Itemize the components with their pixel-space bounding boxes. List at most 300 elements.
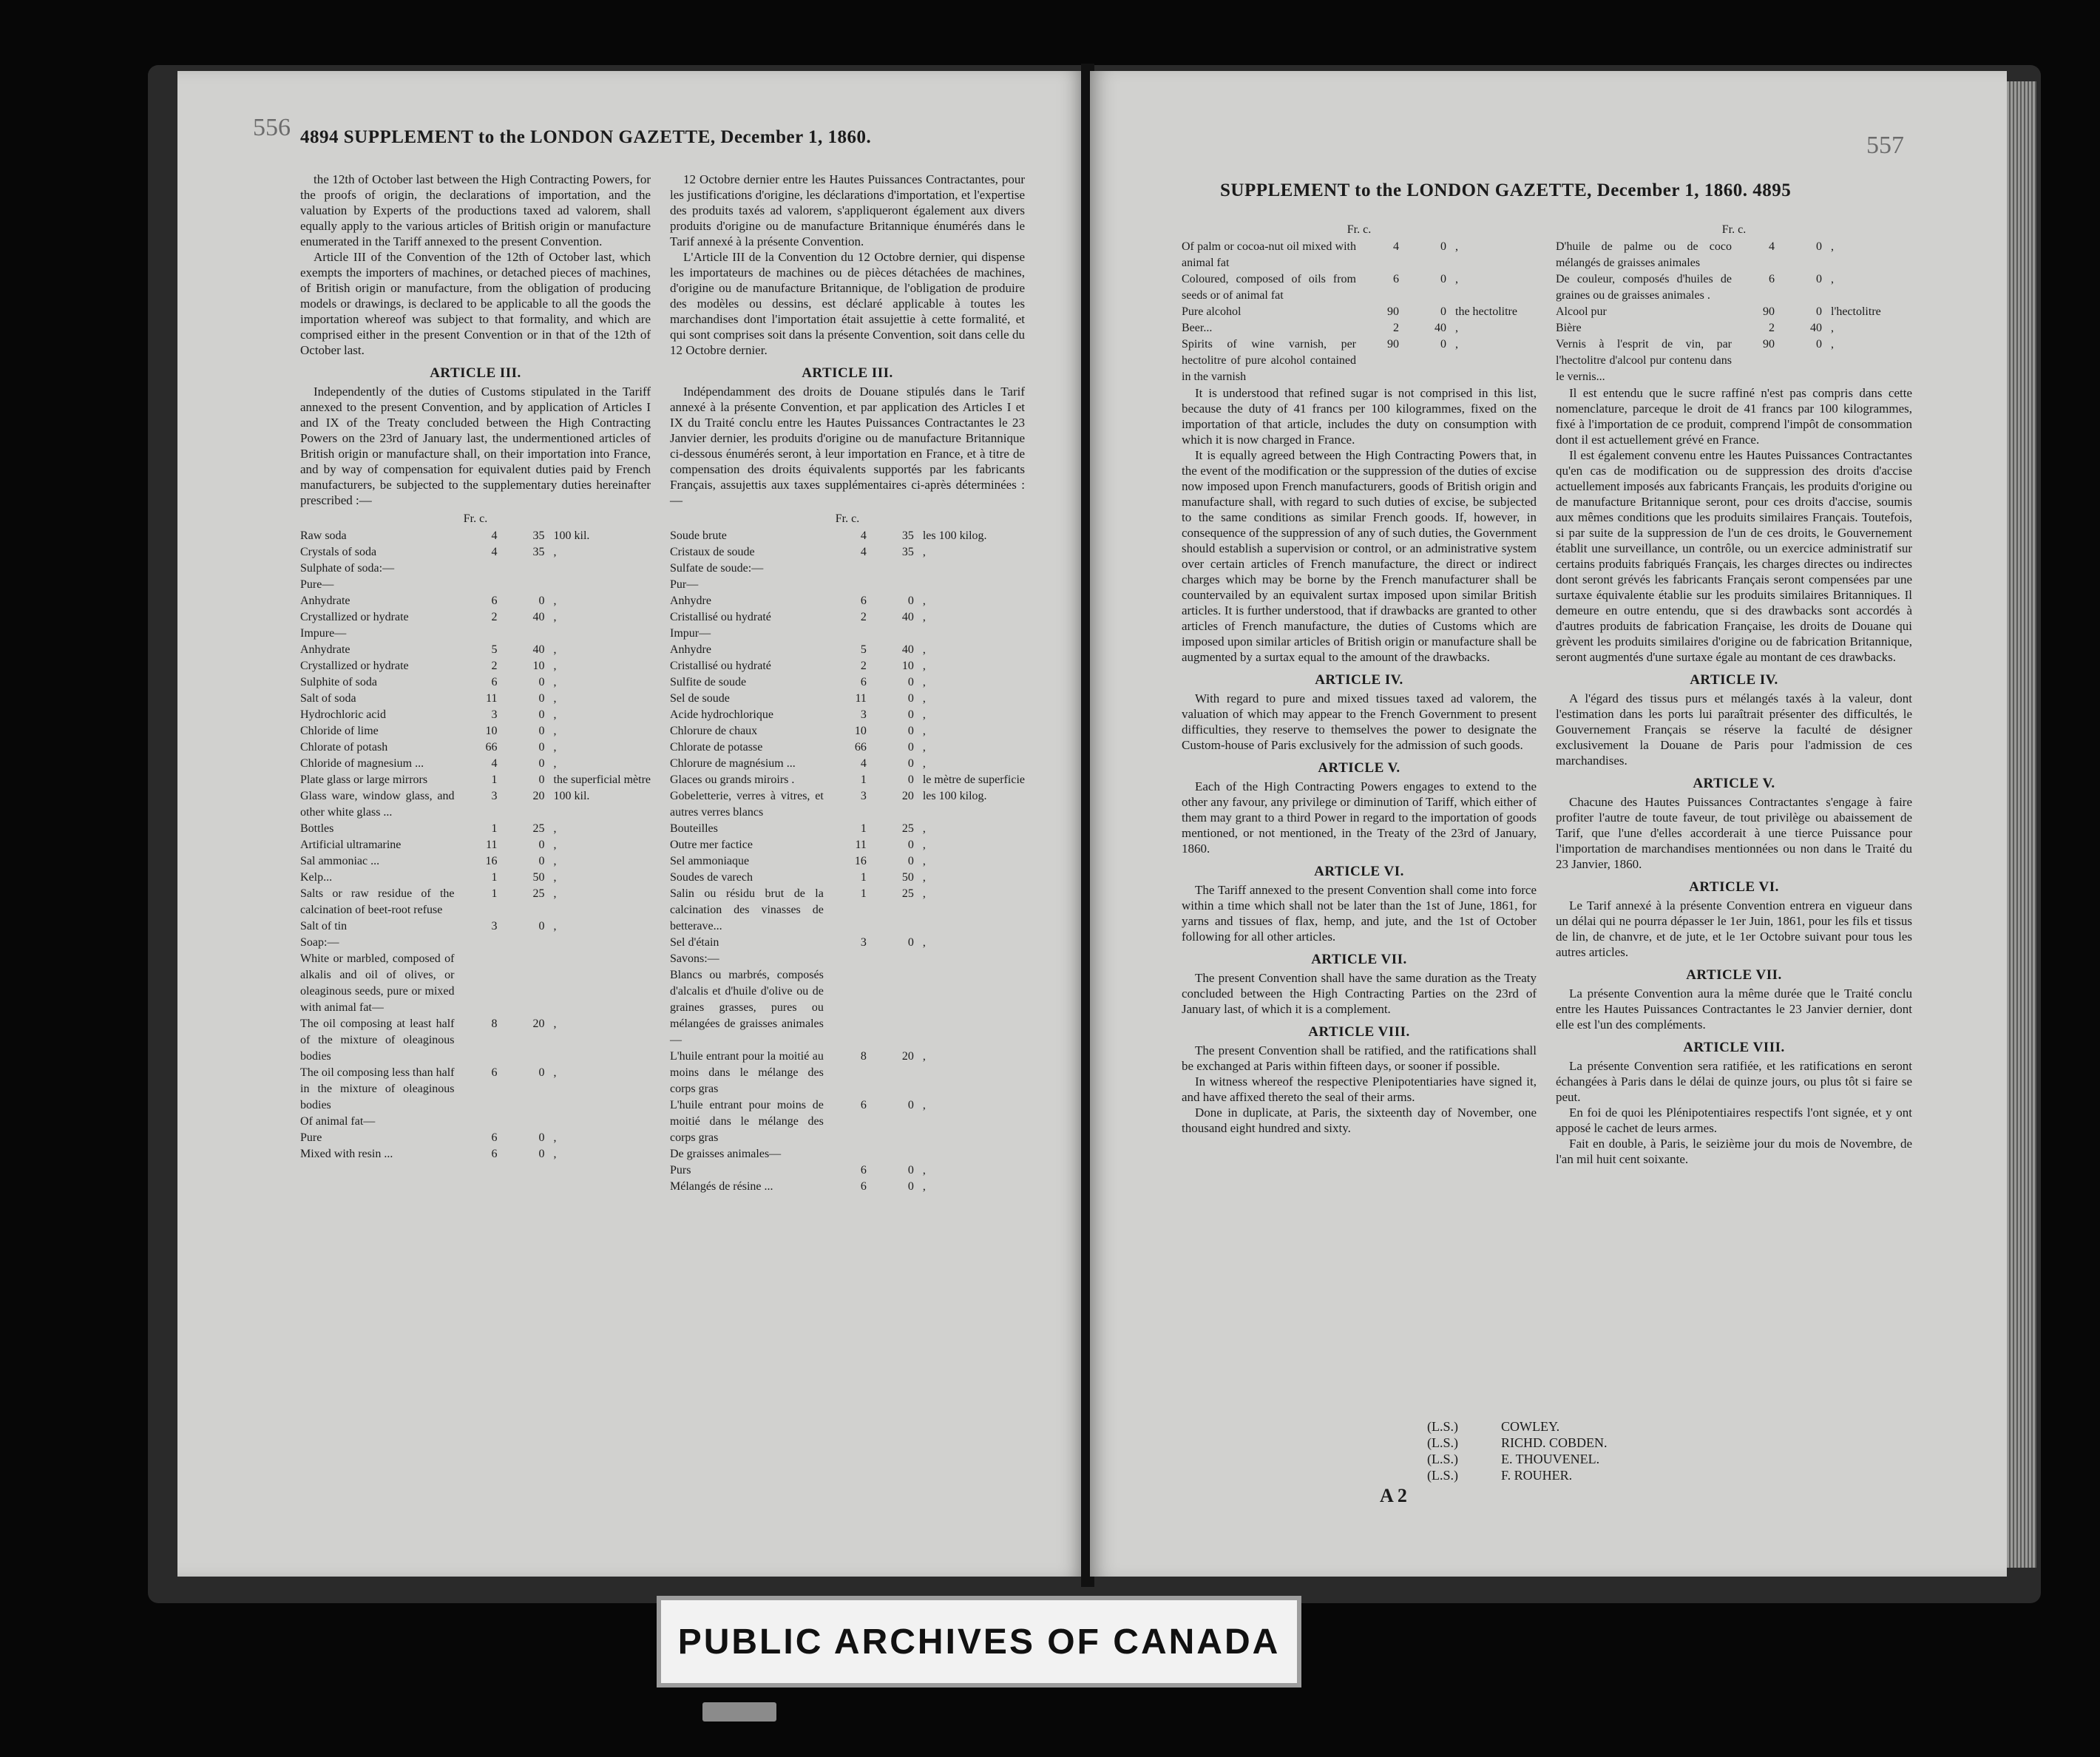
tariff-row — [670, 609, 1025, 626]
tariff-row — [670, 1049, 1025, 1097]
tariff-unit — [918, 626, 1025, 642]
tariff-francs: 5 — [491, 643, 498, 656]
tariff-unit: les 100 kilog. — [922, 790, 987, 802]
tariff-francs: 3 — [860, 708, 867, 721]
tariff-item: De couleur, composés d'huiles de graines ou de graisses animales . — [1556, 273, 1732, 302]
tariff-item: Anhydrate — [300, 643, 350, 656]
tariff-item: Chlorure de magnésium ... — [670, 757, 796, 770]
signatory — [1427, 1451, 1608, 1467]
tariff-unit: , — [553, 1148, 557, 1160]
tariff-francs — [455, 935, 502, 951]
tariff-francs — [455, 951, 502, 1016]
tariff-unit: , — [922, 676, 926, 688]
tariff-row — [300, 658, 651, 674]
tariff-item: Sel de soude — [670, 692, 730, 705]
tariff-unit: le mètre de superficie — [922, 773, 1025, 786]
tariff-item: Chlorate de potasse — [670, 741, 763, 754]
tariff-unit: , — [553, 725, 557, 737]
tariff-francs: 11 — [855, 692, 867, 705]
tariff-centimes: 0 — [538, 692, 545, 705]
article-heading: ARTICLE IV. — [1315, 672, 1403, 688]
tariff-centimes: 35 — [901, 529, 914, 542]
tariff-item: Blancs ou marbrés, composés d'alcalis et d'huile d'olive ou de graines grasses, pures ou mélangées de graisses animales— — [670, 969, 824, 1046]
tariff-centimes: 0 — [538, 725, 545, 737]
tariff-centimes: 40 — [1810, 322, 1822, 334]
tariff-unit: , — [553, 611, 557, 623]
tariff-item: Salts or raw residue of the calcination of beet-root refuse — [300, 887, 455, 916]
tariff-francs — [455, 626, 502, 642]
tariff-centimes: 0 — [907, 676, 914, 688]
tariff-item: Hydrochloric acid — [300, 708, 386, 721]
tariff-unit — [549, 951, 651, 1016]
tariff-centimes: 20 — [532, 1018, 545, 1030]
tariff-francs: 10 — [854, 725, 867, 737]
tariff-row — [1182, 239, 1537, 271]
tariff-centimes: 40 — [1435, 322, 1446, 334]
tariff-francs: 8 — [860, 1050, 867, 1063]
tariff-centimes: 0 — [538, 773, 545, 786]
tariff-centimes: 0 — [538, 1148, 545, 1160]
tariff-item: Bouteilles — [670, 822, 718, 835]
paragraph: Fait en double, à Paris, le seizième jour du mois de Novembre, de l'an mil huit cent soixante. — [1556, 1137, 1912, 1166]
tariff-row — [670, 577, 1025, 593]
tariff-item: Mélangés de résine ... — [670, 1180, 773, 1193]
signatory — [1427, 1435, 1608, 1451]
tariff-francs: 1 — [491, 871, 498, 884]
english-paragraphs — [1182, 385, 1537, 665]
tariff-centimes: 0 — [1440, 240, 1446, 253]
tariff-row — [300, 935, 651, 951]
tariff-unit — [918, 561, 1025, 577]
tariff-item: Soudes de varech — [670, 871, 753, 884]
tariff-unit: , — [1455, 240, 1458, 253]
tariff-row — [670, 951, 1025, 967]
tariff-item: Anhydrate — [300, 595, 350, 607]
tariff-unit: , — [553, 692, 557, 705]
tariff-francs: 6 — [491, 1148, 498, 1160]
tariff-francs: 3 — [860, 936, 867, 949]
tariff-unit: , — [1455, 273, 1458, 285]
tariff-centimes: 35 — [532, 546, 545, 558]
tariff-unit: , — [922, 1180, 926, 1193]
tariff-unit — [549, 561, 651, 577]
tariff-francs: 11 — [486, 692, 498, 705]
tariff-centimes: 50 — [901, 871, 914, 884]
tariff-unit: , — [922, 871, 926, 884]
tariff-francs: 6 — [491, 676, 498, 688]
tariff-item: Chloride of magnesium ... — [300, 757, 424, 770]
tariff-row — [670, 739, 1025, 756]
signatory-name: F. ROUHER. — [1501, 1468, 1573, 1483]
tariff-table-en — [1182, 239, 1537, 385]
english-articles — [1182, 672, 1537, 1074]
tariff-row — [670, 756, 1025, 772]
currency-header: Fr. c. — [1347, 223, 1372, 236]
paragraph: the 12th of October last between the High Contracting Powers, for the proofs of origin, the declarations of importation, and the valuation by Experts of the productions taxed ad valorem, shall equally apply to the various articles of British origin or manufacture enumerated in the Tariff annexed to the present Convention. — [300, 172, 651, 248]
tariff-unit: 100 kil. — [553, 790, 590, 802]
tariff-francs: 11 — [486, 839, 498, 851]
tariff-row — [300, 870, 651, 886]
tariff-row — [300, 821, 651, 837]
tariff-centimes: 25 — [901, 822, 914, 835]
tariff-row — [1556, 304, 1912, 320]
tariff-centimes: 0 — [538, 708, 545, 721]
tariff-francs: 4 — [860, 757, 867, 770]
article-heading: ARTICLE VI. — [1689, 879, 1779, 895]
archive-label: PUBLIC ARCHIVES OF CANADA — [657, 1596, 1301, 1687]
tariff-francs: 2 — [860, 660, 867, 672]
tariff-unit: , — [553, 822, 557, 835]
tariff-item: Outre mer factice — [670, 839, 753, 851]
signatures-block — [1427, 1418, 1608, 1483]
tariff-francs — [455, 561, 502, 577]
paragraph: Article III of the Convention of the 12th of October last, which exempts the importers of machines, or detached pieces of machines, of British origin or manufacture, from the obligation of producing models or drawings, is declared to be applicable to all the goods the importation whereof was subject to that formality, and which are comprised either in the present Convention or in that of the 12th of October last. — [300, 250, 651, 357]
tariff-unit: , — [922, 546, 926, 558]
tariff-francs: 16 — [854, 855, 867, 867]
tariff-unit: , — [922, 595, 926, 607]
french-intro — [670, 172, 1025, 358]
tariff-item: Beer... — [1182, 322, 1213, 334]
running-head: 4894 SUPPLEMENT to the LONDON GAZETTE, December 1, 1860. — [300, 127, 872, 147]
article-heading: ARTICLE VII. — [1686, 967, 1782, 983]
tariff-unit: , — [553, 595, 557, 607]
tariff-centimes: 0 — [1440, 338, 1446, 351]
tariff-row — [300, 739, 651, 756]
tariff-row — [670, 772, 1025, 788]
tariff-item: Sulphate of soda:— — [300, 562, 395, 575]
tariff-centimes: 0 — [538, 855, 545, 867]
tariff-row — [300, 723, 651, 739]
tariff-centimes — [871, 951, 918, 967]
tariff-francs: 2 — [1769, 322, 1775, 334]
tariff-francs: 6 — [860, 1164, 867, 1177]
tariff-item: Sulfite de soude — [670, 676, 747, 688]
tariff-unit: , — [1455, 338, 1458, 351]
tariff-row — [300, 772, 651, 788]
article-heading: ARTICLE VIII. — [1683, 1040, 1785, 1055]
tariff-unit: , — [553, 546, 557, 558]
tariff-row — [300, 577, 651, 593]
tariff-centimes: 0 — [538, 676, 545, 688]
tariff-centimes: 0 — [538, 595, 545, 607]
right-english-column — [1182, 219, 1537, 1136]
tariff-francs: 1 — [491, 773, 498, 786]
tariff-centimes: 0 — [907, 855, 914, 867]
tariff-francs: 6 — [860, 595, 867, 607]
tariff-item: Sal ammoniac ... — [300, 855, 380, 867]
tariff-item: Bière — [1556, 322, 1582, 334]
tariff-francs: 11 — [855, 839, 867, 851]
tariff-row — [670, 561, 1025, 577]
signatory-name: RICHD. COBDEN. — [1501, 1435, 1608, 1450]
tariff-item: Alcool pur — [1556, 305, 1607, 318]
tariff-francs: 6 — [491, 1131, 498, 1144]
tariff-row — [670, 674, 1025, 691]
tariff-item: Coloured, composed of oils from seeds or of animal fat — [1182, 273, 1356, 302]
running-head: SUPPLEMENT to the LONDON GAZETTE, December 1, 1860. 4895 — [1220, 180, 1792, 200]
tariff-francs: 1 — [860, 887, 867, 900]
tariff-row — [300, 886, 651, 918]
signatory — [1427, 1467, 1608, 1483]
tariff-unit: , — [922, 660, 926, 672]
article-text: Indépendamment des droits de Douane stipulés dans le Tarif annexé à la présente Convention, et par application des Articles I et IX du Traité conclu entre les Hautes Puissances Contractantes le 23 Janvier dernier, les produits d'origine ou de manufacture Britannique ci-dessous énumérés seront, à leur importation en France, et à titre de compensation des droits équivalents supportés par les fabricants Français, assujettis aux taxes supplémentaires ci-après déterminées :— — [670, 385, 1025, 507]
tariff-centimes: 10 — [901, 660, 914, 672]
tariff-unit: , — [553, 871, 557, 884]
tariff-francs: 90 — [1763, 305, 1775, 318]
tariff-row — [300, 1146, 651, 1162]
currency-header: Fr. c. — [463, 512, 488, 525]
tariff-item: The oil composing less than half in the mixture of oleaginous bodies — [300, 1066, 455, 1111]
tariff-unit: , — [553, 887, 557, 900]
tariff-unit: , — [922, 936, 926, 949]
tariff-centimes: 0 — [1440, 273, 1446, 285]
tariff-unit — [918, 951, 1025, 967]
tariff-unit: , — [922, 741, 926, 754]
tariff-centimes — [502, 1114, 549, 1130]
article-text: With regard to pure and mixed tissues taxed ad valorem, the valuation of which may appear to the French Government to present difficulties, they reserve to themselves the power to designate the Custom-house of Paris exclusively for the admission of such goods. — [1182, 691, 1537, 752]
tariff-francs: 6 — [860, 1180, 867, 1193]
tariff-row — [300, 626, 651, 642]
tariff-unit: l'hectolitre — [1831, 305, 1881, 318]
tariff-item: Plate glass or large mirrors — [300, 773, 428, 786]
tariff-unit: , — [1831, 273, 1834, 285]
tariff-row — [670, 886, 1025, 935]
tariff-unit: the superficial mètre — [553, 773, 651, 786]
tariff-row — [300, 918, 651, 935]
tariff-francs — [824, 561, 871, 577]
tariff-centimes: 35 — [532, 529, 545, 542]
tariff-item: Artificial ultramarine — [300, 839, 402, 851]
left-french-column — [670, 172, 1025, 1195]
article-heading: ARTICLE VII. — [1311, 952, 1407, 967]
tariff-centimes — [871, 577, 918, 593]
paragraph: En foi de quoi les Plénipotentiaires respectifs l'ont signée, et y ont apposé le cachet de leurs armes. — [1556, 1106, 1912, 1135]
tariff-row — [670, 788, 1025, 821]
tariff-item: D'huile de palme ou de coco mélangés de graisses animales — [1556, 240, 1732, 269]
tariff-item: Raw soda — [300, 529, 347, 542]
tariff-row — [670, 544, 1025, 561]
tariff-item: Sulphite of soda — [300, 676, 377, 688]
tariff-item: Of palm or cocoa-nut oil mixed with animal fat — [1182, 240, 1356, 269]
tariff-unit: the hectolitre — [1455, 305, 1517, 318]
article-text: A l'égard des tissus purs et mélangés taxés à la valeur, dont l'estimation dans les ports lui paraîtrait présenter des difficultés, le Gouvernement Français se réserve la faculté de désigner exclusivement la Douane de Paris pour l'admission de ces marchandises. — [1556, 691, 1912, 768]
tariff-item: Impur— — [670, 627, 711, 640]
tariff-francs: 2 — [491, 660, 498, 672]
tariff-item: Spirits of wine varnish, per hectolitre of pure alcohol contained in the varnish — [1182, 338, 1356, 383]
tariff-item: Of animal fat— — [300, 1115, 376, 1128]
seal-mark: (L.S.) — [1427, 1468, 1458, 1483]
tariff-item: Chlorate of potash — [300, 741, 388, 754]
tariff-centimes — [502, 951, 549, 1016]
tariff-table-fr — [1556, 239, 1912, 385]
article-text: Chacune des Hautes Puissances Contractantes s'engage à faire profiter l'autre de toute faveur, de tout privilège ou abaissement de Tarif, que l'une d'elles accorderait à une tierce Puissance pour l'importation de marchandises mentionnées ou non dans le Traité du 23 Janvier, 1860. — [1556, 795, 1912, 871]
tariff-francs: 10 — [485, 725, 498, 737]
tariff-centimes: 0 — [907, 741, 914, 754]
tariff-row — [300, 756, 651, 772]
article-heading: ARTICLE III. — [430, 365, 521, 381]
right-page — [1090, 71, 2007, 1577]
tariff-centimes: 0 — [907, 595, 914, 607]
seal-mark: (L.S.) — [1427, 1435, 1458, 1450]
tariff-row — [670, 853, 1025, 870]
tariff-row — [670, 626, 1025, 642]
tariff-francs: 1 — [860, 773, 867, 786]
tariff-centimes: 40 — [901, 611, 914, 623]
tariff-item: L'huile entrant pour la moitié au moins dans le mélange des corps gras — [670, 1050, 824, 1095]
tariff-row — [670, 707, 1025, 723]
tariff-unit: , — [922, 757, 926, 770]
tariff-unit — [549, 577, 651, 593]
tariff-row — [670, 821, 1025, 837]
tariff-centimes — [871, 561, 918, 577]
tariff-unit: , — [553, 757, 557, 770]
tariff-centimes: 0 — [907, 692, 914, 705]
tariff-table-fr — [670, 528, 1025, 1195]
tariff-row — [300, 609, 651, 626]
tariff-centimes: 35 — [901, 546, 914, 558]
tariff-centimes: 0 — [1440, 305, 1446, 318]
paragraph: 12 Octobre dernier entre les Hautes Puissances Contractantes, pour les justifications d'origine, les déclarations d'importation, et l'expertise des produits taxés ad valorem, s'appliqueront également aux divers produits d'origine ou de manufacture Britannique énumérés dans le Tarif annexé à la présente Convention. — [670, 172, 1025, 248]
tariff-unit: les 100 kilog. — [922, 529, 987, 542]
tariff-item: Sulfate de soude:— — [670, 562, 764, 575]
left-english-column — [300, 172, 651, 1162]
tariff-unit: , — [553, 643, 557, 656]
tariff-unit: , — [922, 725, 926, 737]
tariff-unit — [549, 626, 651, 642]
french-articles — [1556, 672, 1912, 1105]
tariff-francs: 4 — [491, 529, 498, 542]
french-closing — [1556, 1105, 1912, 1167]
currency-header: Fr. c. — [1721, 223, 1747, 236]
tariff-row — [670, 870, 1025, 886]
tariff-row — [300, 707, 651, 723]
tariff-centimes: 10 — [532, 660, 545, 672]
article-heading: ARTICLE V. — [1318, 760, 1400, 776]
tariff-item: Cristaux de soude — [670, 546, 755, 558]
tariff-item: Glass ware, window glass, and other white glass ... — [300, 790, 455, 819]
tariff-francs: 6 — [1393, 273, 1399, 285]
tariff-centimes: 0 — [538, 920, 545, 932]
tariff-item: The oil composing at least half of the mixture of oleaginous bodies — [300, 1018, 455, 1063]
tariff-centimes: 20 — [532, 790, 545, 802]
tariff-francs — [824, 1146, 871, 1162]
tariff-item: Sel d'étain — [670, 936, 719, 949]
tariff-row — [670, 528, 1025, 544]
tariff-item: Mixed with resin ... — [300, 1148, 393, 1160]
tariff-row — [300, 674, 651, 691]
tariff-francs: 90 — [1763, 338, 1775, 351]
tariff-unit — [549, 935, 651, 951]
tariff-francs — [824, 577, 871, 593]
tariff-centimes — [502, 561, 549, 577]
tariff-row — [670, 1097, 1025, 1146]
article-heading: ARTICLE IV. — [1690, 672, 1778, 688]
tariff-item: Impure— — [300, 627, 347, 640]
tariff-row — [670, 1179, 1025, 1195]
tariff-unit: , — [553, 920, 557, 932]
article-text: The Tariff annexed to the present Convention shall come into force within a time which shall not be later than the 1st of June, 1861, for yarns and tissues of flax, hemp, and jute, and the 1st of October following for all other articles. — [1182, 883, 1537, 944]
tariff-item: Chlorure de chaux — [670, 725, 758, 737]
tariff-centimes — [502, 626, 549, 642]
tariff-centimes: 40 — [901, 643, 914, 656]
tariff-row — [300, 853, 651, 870]
tariff-unit: , — [553, 1018, 557, 1030]
tariff-unit: , — [922, 822, 926, 835]
tariff-row — [670, 935, 1025, 951]
tariff-unit: , — [922, 839, 926, 851]
tariff-francs: 3 — [491, 790, 498, 802]
tariff-francs: 4 — [491, 546, 498, 558]
tariff-row — [300, 593, 651, 609]
tariff-item: Salt of soda — [300, 692, 356, 705]
tariff-row — [670, 723, 1025, 739]
tariff-item: Anhydre — [670, 595, 711, 607]
tariff-francs: 4 — [1769, 240, 1775, 253]
tariff-francs: 6 — [491, 595, 498, 607]
tariff-francs — [455, 1114, 502, 1130]
paragraph: L'Article III de la Convention du 12 Octobre dernier, qui dispense les importateurs de machines ou de pièces détachées de machines, d'origine ou de manufacture Britannique, de l'obligation de produire des modèles ou dessins, est déclaré applicable à toutes les marchandises dont l'importation était assujettie à cette formalité, et qui sont comprises soit dans la présente Convention, soit dans celle du 12 Octobre dernier. — [670, 250, 1025, 357]
tariff-centimes: 0 — [1816, 273, 1822, 285]
tariff-unit: , — [922, 887, 926, 900]
tariff-row — [1556, 336, 1912, 385]
tariff-francs: 4 — [1393, 240, 1399, 253]
tariff-item: Kelp... — [300, 871, 333, 884]
tariff-item: Pur— — [670, 578, 699, 591]
tariff-francs: 6 — [860, 1099, 867, 1111]
tariff-francs: 3 — [491, 920, 498, 932]
tariff-item: Soude brute — [670, 529, 727, 542]
paragraph: It is understood that refined sugar is not comprised in this list, because the duty of 41 francs per 100 kilogrammes, fixed on the importation of that article, includes the duty on consumption with which it is now charged in France. — [1182, 386, 1537, 447]
tariff-row — [670, 1162, 1025, 1179]
tariff-unit — [918, 577, 1025, 593]
tariff-item: Crystallized or hydrate — [300, 611, 409, 623]
tariff-centimes: 0 — [907, 1099, 914, 1111]
article-heading: ARTICLE V. — [1693, 776, 1775, 791]
tariff-row — [670, 642, 1025, 658]
tariff-francs — [824, 951, 871, 967]
tariff-centimes — [502, 577, 549, 593]
tariff-table-en — [300, 528, 651, 1162]
page-number: 556 — [253, 114, 291, 141]
tariff-row — [1182, 320, 1537, 336]
tariff-francs — [455, 577, 502, 593]
tariff-row — [300, 837, 651, 853]
signatory — [1427, 1418, 1608, 1435]
tariff-centimes: 0 — [538, 1066, 545, 1079]
paragraph: In witness whereof the respective Plenipotentiaries have signed it, and have affixed thereto the seal of their arms. — [1182, 1074, 1537, 1104]
tariff-francs: 6 — [1769, 273, 1775, 285]
paper-clip — [702, 1702, 776, 1722]
tariff-francs: 4 — [860, 529, 867, 542]
tariff-francs: 90 — [1387, 338, 1399, 351]
tariff-row — [670, 837, 1025, 853]
tariff-row — [670, 691, 1025, 707]
tariff-row — [300, 1016, 651, 1065]
tariff-centimes: 20 — [901, 790, 914, 802]
tariff-unit: , — [1831, 338, 1834, 351]
tariff-centimes: 25 — [532, 822, 545, 835]
tariff-unit: , — [922, 1099, 926, 1111]
tariff-unit: , — [922, 643, 926, 656]
tariff-unit: , — [553, 1066, 557, 1079]
article-text: Independently of the duties of Customs stipulated in the Tariff annexed to the present Convention, and by application of Articles I and IX of the Treaty concluded between the High Contracting Powers on the 23rd of January last, the undermentioned articles of British origin or manufacture shall, on their importation into France, and by way of compensation for equivalent duties paid by French manufacturers, be subjected to the supplementary duties hereinafter prescribed :— — [300, 385, 651, 507]
sheet-mark: A 2 — [1380, 1485, 1407, 1506]
tariff-unit: , — [553, 855, 557, 867]
tariff-unit: , — [1831, 240, 1834, 253]
article-text: Le Tarif annexé à la présente Convention entrera en vigueur dans un délai qui ne pourra dépasser le 1er Juin, 1861, pour les fils et tissus de lin, de chanvre, et de jute, et le 1er Octobre suivant pour tous les autres articles. — [1556, 898, 1912, 959]
signatory-name: E. THOUVENEL. — [1501, 1452, 1600, 1466]
tariff-francs — [824, 967, 871, 1049]
